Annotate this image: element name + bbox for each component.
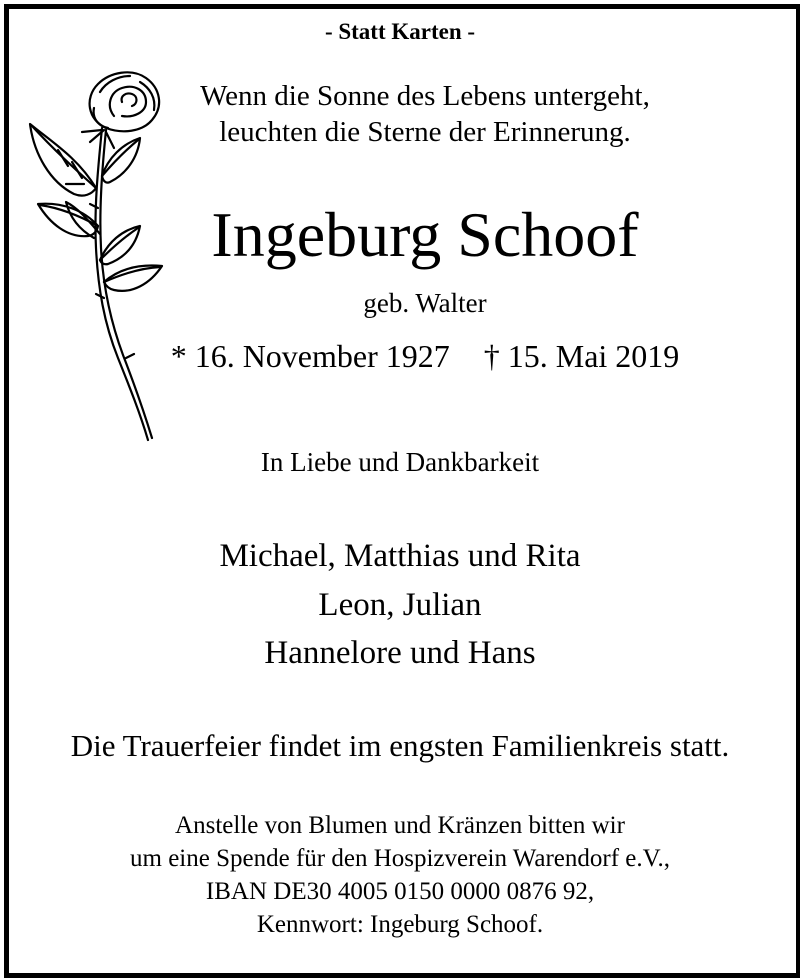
family-line-2: Leon, Julian <box>318 587 482 623</box>
service-note: Die Trauerfeier findet im engsten Familienkreis statt. <box>70 728 730 763</box>
quote-line-2: leuchten die Sterne der Erinnerung. <box>219 116 631 148</box>
header-text: - Statt Karten - <box>324 19 476 44</box>
death-date: † 15. Mai 2019 <box>483 338 680 374</box>
deceased-name: Ingeburg Schoof <box>211 199 639 270</box>
birth-date: * 16. November 1927 <box>170 338 450 374</box>
donation-iban: IBAN DE30 4005 0150 0000 0876 92, <box>205 878 595 905</box>
birth-name: geb. Walter <box>363 288 487 318</box>
donation-line-1: Anstelle von Blumen und Kränzen bitten wir <box>175 812 625 839</box>
life-dates <box>150 338 700 375</box>
donation-line-2: um eine Spende für den Hospizverein Warendorf e.V., <box>130 845 670 872</box>
quote-line-1: Wenn die Sonne des Lebens untergeht, <box>200 80 650 112</box>
family-line-3: Hannelore und Hans <box>264 635 536 671</box>
donation-keyword: Kennwort: Ingeburg Schoof. <box>256 911 544 938</box>
family-line-1: Michael, Matthias und Rita <box>219 538 581 574</box>
dedication-text: In Liebe und Dankbarkeit <box>260 447 540 477</box>
